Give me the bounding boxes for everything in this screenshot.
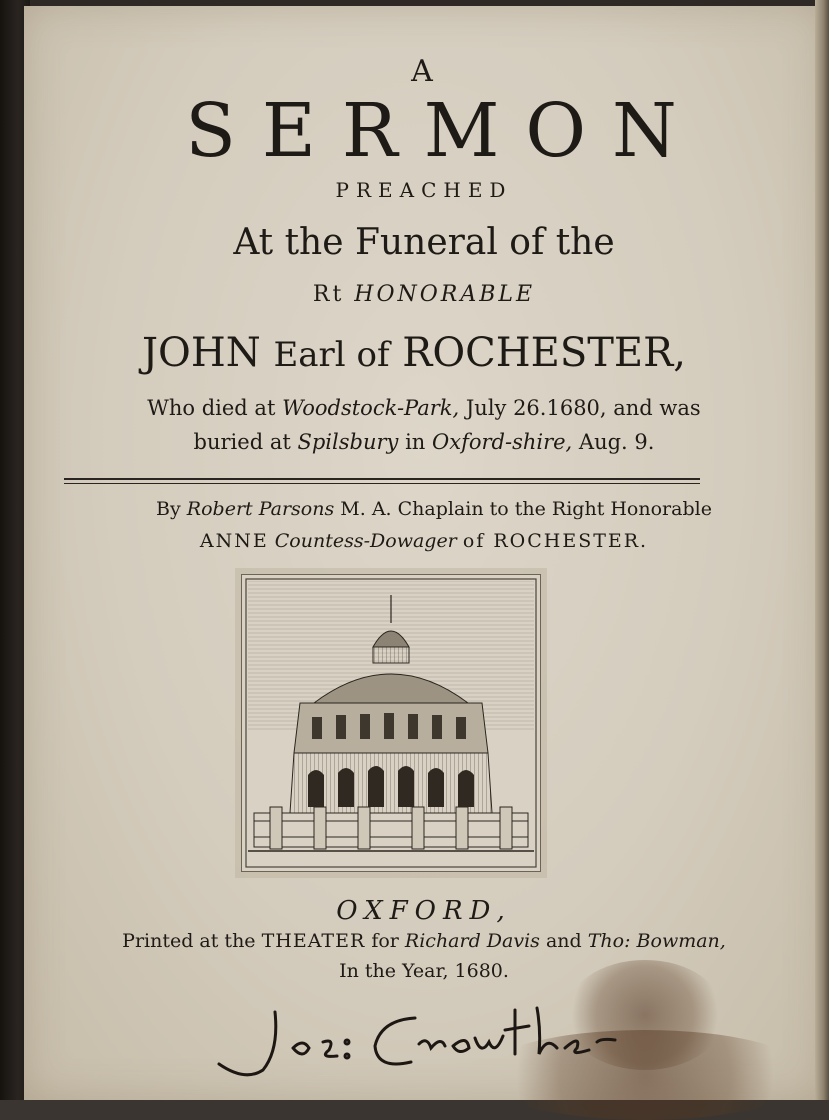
title-line-funeral: At the Funeral of the [233,222,615,263]
divider-rule-thin [64,483,700,484]
buried-county: Oxford-shire, [432,430,573,454]
rochester-word: ROCHESTER, [402,330,686,376]
printer-bowman: Tho: Bowman, [587,930,726,952]
of-rochester-word: of ROCHESTER. [462,530,649,552]
rt-abbrev: Rt [312,282,345,307]
author-name: Robert Parsons [186,498,335,520]
title-line-preached: PREACHED [335,178,513,202]
honorable-word: HONORABLE [354,282,536,307]
handwritten-signature [205,990,625,1090]
title-line-honorable [24,282,824,307]
died-place: Woodstock-Park, [282,396,460,420]
printer-davis: Richard Davis [404,930,540,952]
anne-word: ANNE [199,530,269,552]
earl-of-word: Earl of [273,335,390,375]
buried-date: Aug. 9. [578,430,655,454]
divider-rule [64,478,700,480]
imprint-city: OXFORD, [336,896,512,926]
buried-place: Spilsbury [297,430,399,454]
died-who: Who died at [147,396,276,420]
author-line [34,498,829,520]
theater-engraving [241,574,541,872]
title-line-earl [14,330,814,376]
buried-line [24,430,824,454]
imprint-year: In the Year, 1680. [339,960,509,982]
john-word: JOHN [142,330,261,376]
by-word: By [156,498,181,520]
theater-word: THEATER [261,930,366,952]
countess-word: Countess-Dowager [274,530,457,552]
buried-in: in [405,430,426,454]
and-word: and [545,930,582,952]
imprint-printer-line [24,930,824,952]
title-line-a: A [411,54,437,89]
sheldonian-theater-illustration [242,575,540,871]
author-title: M. A. Chaplain to the Right Honorable [340,498,712,520]
died-line [24,396,824,420]
title-line-sermon: SERMON [185,88,703,174]
for-word: for [371,930,399,952]
died-date: July 26.1680, and was [465,396,701,420]
buried-at: buried at [193,430,291,454]
dedicatee-line [24,530,824,552]
printed-at: Printed at the [122,930,256,952]
